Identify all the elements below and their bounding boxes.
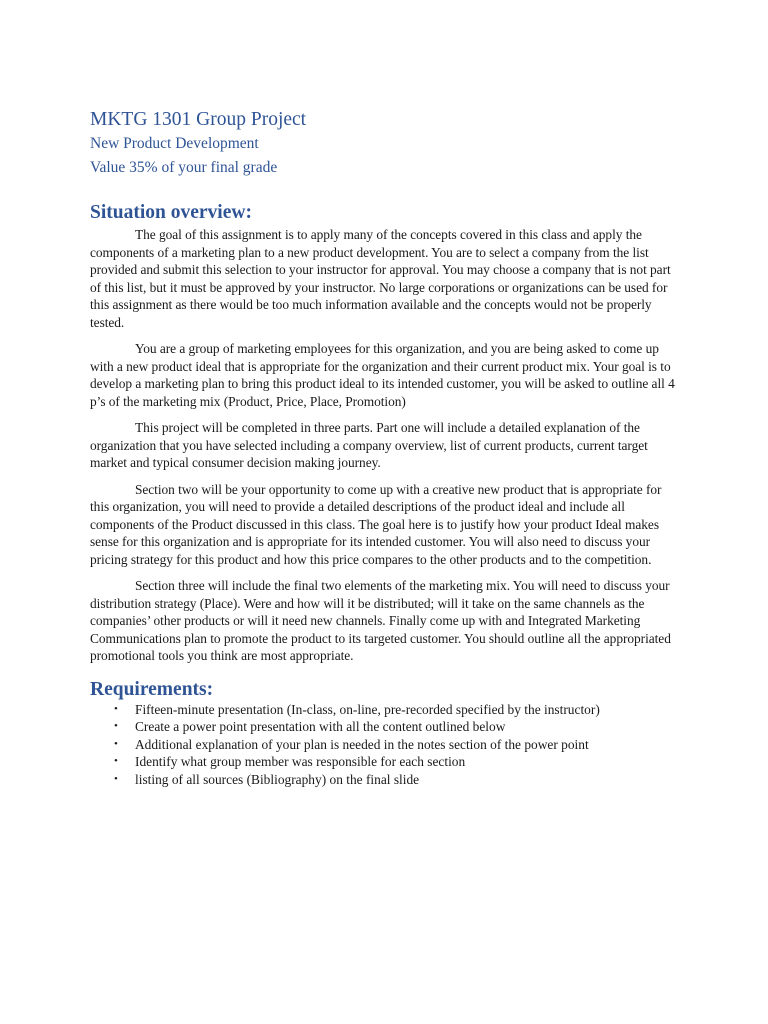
- list-item-text: listing of all sources (Bibliography) on the final slide: [135, 771, 420, 787]
- bullet-icon: •: [114, 702, 118, 715]
- bullet-icon: •: [114, 755, 118, 768]
- situation-overview-section: [90, 226, 680, 665]
- list-item: [90, 718, 680, 736]
- grade-value-note: Value 35% of your final grade: [90, 159, 278, 176]
- requirements-heading: Requirements:: [90, 678, 214, 700]
- bullet-icon: •: [114, 737, 118, 750]
- list-item-text: Create a power point presentation with all the content outlined below: [135, 719, 506, 735]
- paragraph-section-three: Section three will include the final two elements of the marketing mix. You will need to discuss your distribution strategy (Place). Were and how will it be distributed; will it take on the same channels as the companies’ other products or will it need new channels. Finally come up with and Integrated Marketing Communications plan to promote the product to its targeted customer. You should outline all the appropriated promotional tools you think are most appropriate.: [90, 578, 671, 663]
- paragraph-part-one: This project will be completed in three parts. Part one will include a detailed explanation of the organization that you have selected including a company overview, list of current products, current target market and typical consumer decision making journey.: [90, 420, 648, 470]
- document-body: [90, 108, 680, 788]
- list-item-text: Additional explanation of your plan is needed in the notes section of the power point: [135, 736, 589, 752]
- bullet-icon: •: [114, 772, 118, 785]
- paragraph-role: You are a group of marketing employees for this organization, and you are being asked to come up with a new product ideal that is appropriate for the organization and their current product mix. Your goal is to develop a marketing plan to bring this product ideal to its intended customer, you will be asked to outline all 4 p’s of the marketing mix (Product, Price, Place, Promotion): [90, 341, 675, 409]
- bullet-icon: •: [114, 720, 118, 733]
- situation-overview-heading: Situation overview:: [90, 202, 252, 223]
- list-item-text: Identify what group member was responsible for each section: [135, 754, 466, 770]
- list-item: [90, 753, 680, 771]
- list-item: [90, 736, 680, 754]
- list-item: [90, 771, 680, 789]
- requirements-list: [90, 701, 680, 789]
- document-subtitle: New Product Development: [90, 135, 259, 152]
- list-item: [90, 701, 680, 719]
- paragraph-section-two: Section two will be your opportunity to come up with a creative new product that is appropriate for this organization, you will need to provide a detailed descriptions of the product ideal and include all components of the Product discussed in this class. The goal here is to justify how your product Ideal makes sense for this organization and is appropriate for its intended customer. You will also need to discuss your pricing strategy for this product and how this price compares to the other products and to the competition.: [90, 481, 662, 567]
- list-item-text: Fifteen-minute presentation (In-class, on-line, pre-recorded specified by the instructor): [135, 701, 600, 717]
- paragraph-goal: The goal of this assignment is to apply many of the concepts covered in this class and apply the components of a marketing plan to a new product development. You are to select a company from the list provided and submit this selection to your instructor for approval. You may choose a company that is not part of this list, but it must be approved by your instructor. No large corporations or organizations can be used for this assignment as there would be too much information available and the concepts would not be properly tested.: [90, 227, 671, 330]
- document-title: MKTG 1301 Group Project: [90, 109, 307, 130]
